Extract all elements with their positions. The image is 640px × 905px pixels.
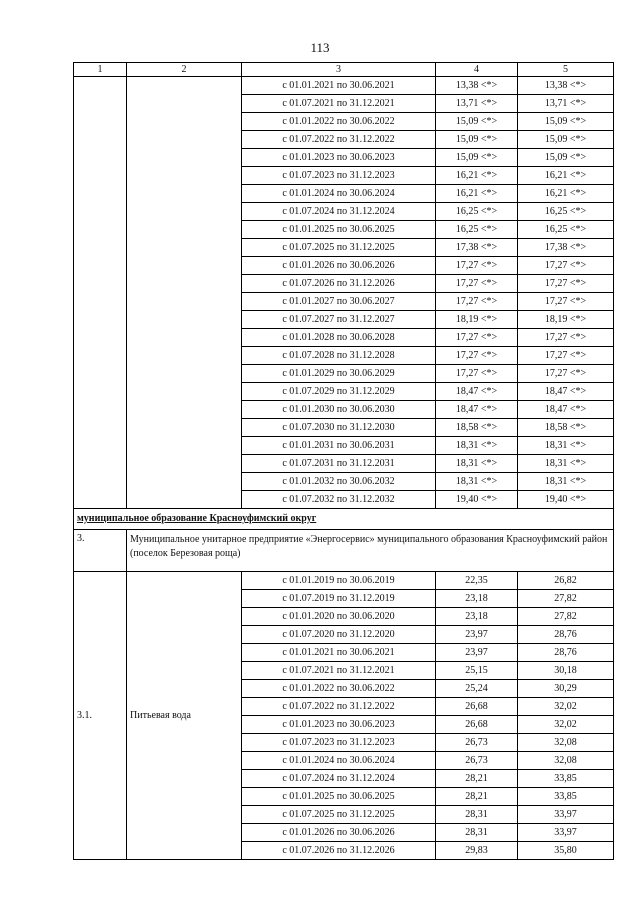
period-cell: с 01.07.2023 по 31.12.2023 (242, 734, 436, 752)
tariff-cell-col4: 28,31 (436, 806, 518, 824)
tariff-cell-col4: 17,27 <*> (436, 257, 518, 275)
tariff-cell-col5: 17,38 <*> (518, 239, 614, 257)
period-cell: с 01.01.2025 по 30.06.2025 (242, 788, 436, 806)
tariff-cell-col5: 18,19 <*> (518, 311, 614, 329)
period-cell: с 01.01.2019 по 30.06.2019 (242, 572, 436, 590)
period-cell: с 01.01.2032 по 30.06.2032 (242, 473, 436, 491)
tariff-cell-col5: 17,27 <*> (518, 275, 614, 293)
period-cell: с 01.01.2022 по 30.06.2022 (242, 113, 436, 131)
tariff-cell-col5: 32,08 (518, 734, 614, 752)
tariff-table (73, 62, 614, 860)
tariff-cell-col5: 17,27 <*> (518, 293, 614, 311)
tariff-cell-col4: 29,83 (436, 842, 518, 860)
tariff-cell-col4: 17,27 <*> (436, 293, 518, 311)
tariff-cell-col4: 13,71 <*> (436, 95, 518, 113)
period-cell: с 01.07.2028 по 31.12.2028 (242, 347, 436, 365)
tariff-cell-col4: 18,58 <*> (436, 419, 518, 437)
period-cell: с 01.07.2019 по 31.12.2019 (242, 590, 436, 608)
period-cell: с 01.01.2028 по 30.06.2028 (242, 329, 436, 347)
period-cell: с 01.07.2027 по 31.12.2027 (242, 311, 436, 329)
tariff-cell-col5: 32,02 (518, 716, 614, 734)
tariff-cell-col5: 15,09 <*> (518, 149, 614, 167)
section-title: муниципальное образование Красноуфимский округ (74, 509, 614, 530)
column-header-5: 5 (518, 63, 614, 77)
section-row (74, 509, 614, 530)
column-header-2: 2 (127, 63, 242, 77)
tariff-cell-col5: 17,27 <*> (518, 347, 614, 365)
tariff-cell-col4: 26,68 (436, 698, 518, 716)
organization-name: Муниципальное унитарное предприятие «Энергосервис» муниципального образования Красноуфимский район (поселок Березовая роща) (127, 530, 614, 572)
tariff-cell-col4: 17,27 <*> (436, 347, 518, 365)
period-cell: с 01.07.2030 по 31.12.2030 (242, 419, 436, 437)
period-cell: с 01.01.2027 по 30.06.2027 (242, 293, 436, 311)
period-cell: с 01.01.2026 по 30.06.2026 (242, 257, 436, 275)
tariff-cell-col5: 16,21 <*> (518, 185, 614, 203)
column-header-4: 4 (436, 63, 518, 77)
tariff-cell-col4: 23,97 (436, 626, 518, 644)
tariff-cell-col4: 17,27 <*> (436, 365, 518, 383)
tariff-cell-col5: 18,31 <*> (518, 473, 614, 491)
tariff-cell-col4: 23,18 (436, 608, 518, 626)
tariff-cell-col5: 16,25 <*> (518, 203, 614, 221)
period-cell: с 01.01.2030 по 30.06.2030 (242, 401, 436, 419)
table-header-row (74, 63, 614, 77)
tariff-cell-col5: 18,47 <*> (518, 383, 614, 401)
tariff-cell-col4: 17,38 <*> (436, 239, 518, 257)
organization-number: 3. (74, 530, 127, 572)
tariff-cell-col5: 15,09 <*> (518, 113, 614, 131)
item-name-cell (127, 77, 242, 509)
tariff-cell-col4: 18,31 <*> (436, 437, 518, 455)
column-header-3: 3 (242, 63, 436, 77)
tariff-cell-col5: 28,76 (518, 644, 614, 662)
period-cell: с 01.07.2020 по 31.12.2020 (242, 626, 436, 644)
period-cell: с 01.01.2024 по 30.06.2024 (242, 185, 436, 203)
period-cell: с 01.07.2022 по 31.12.2022 (242, 698, 436, 716)
tariff-cell-col5: 16,25 <*> (518, 221, 614, 239)
tariff-cell-col4: 26,73 (436, 734, 518, 752)
tariff-cell-col4: 16,21 <*> (436, 167, 518, 185)
tariff-cell-col5: 35,80 (518, 842, 614, 860)
page-number: 113 (310, 40, 330, 55)
tariff-cell-col4: 26,73 (436, 752, 518, 770)
period-cell: с 01.01.2021 по 30.06.2021 (242, 77, 436, 95)
tariff-cell-col4: 26,68 (436, 716, 518, 734)
tariff-cell-col4: 17,27 <*> (436, 275, 518, 293)
period-cell: с 01.07.2022 по 31.12.2022 (242, 131, 436, 149)
table-row (74, 77, 614, 95)
tariff-cell-col5: 33,85 (518, 788, 614, 806)
period-cell: с 01.01.2025 по 30.06.2025 (242, 221, 436, 239)
column-header-1: 1 (74, 63, 127, 77)
period-cell: с 01.07.2032 по 31.12.2032 (242, 491, 436, 509)
tariff-cell-col4: 18,31 <*> (436, 473, 518, 491)
period-cell: с 01.07.2026 по 31.12.2026 (242, 842, 436, 860)
tariff-cell-col5: 19,40 <*> (518, 491, 614, 509)
organization-row (74, 530, 614, 572)
tariff-cell-col5: 13,71 <*> (518, 95, 614, 113)
tariff-cell-col5: 30,18 (518, 662, 614, 680)
table-row (74, 572, 614, 590)
tariff-cell-col4: 22,35 (436, 572, 518, 590)
tariff-cell-col5: 18,58 <*> (518, 419, 614, 437)
period-cell: с 01.01.2021 по 30.06.2021 (242, 644, 436, 662)
tariff-cell-col5: 15,09 <*> (518, 131, 614, 149)
tariff-cell-col4: 16,21 <*> (436, 185, 518, 203)
tariff-cell-col4: 28,21 (436, 788, 518, 806)
tariff-cell-col5: 32,02 (518, 698, 614, 716)
tariff-cell-col5: 28,76 (518, 626, 614, 644)
tariff-cell-col5: 18,31 <*> (518, 455, 614, 473)
tariff-cell-col5: 18,47 <*> (518, 401, 614, 419)
period-cell: с 01.07.2024 по 31.12.2024 (242, 203, 436, 221)
tariff-cell-col5: 17,27 <*> (518, 329, 614, 347)
tariff-cell-col4: 13,38 <*> (436, 77, 518, 95)
tariff-cell-col5: 26,82 (518, 572, 614, 590)
period-cell: с 01.01.2024 по 30.06.2024 (242, 752, 436, 770)
period-cell: с 01.01.2026 по 30.06.2026 (242, 824, 436, 842)
tariff-cell-col4: 18,31 <*> (436, 455, 518, 473)
tariff-cell-col5: 32,08 (518, 752, 614, 770)
tariff-cell-col5: 27,82 (518, 608, 614, 626)
tariff-cell-col5: 17,27 <*> (518, 365, 614, 383)
tariff-cell-col4: 23,97 (436, 644, 518, 662)
tariff-cell-col5: 30,29 (518, 680, 614, 698)
tariff-cell-col4: 18,47 <*> (436, 383, 518, 401)
period-cell: с 01.07.2021 по 31.12.2021 (242, 95, 436, 113)
period-cell: с 01.01.2031 по 30.06.2031 (242, 437, 436, 455)
period-cell: с 01.07.2026 по 31.12.2026 (242, 275, 436, 293)
tariff-cell-col5: 27,82 (518, 590, 614, 608)
period-cell: с 01.07.2029 по 31.12.2029 (242, 383, 436, 401)
period-cell: с 01.01.2020 по 30.06.2020 (242, 608, 436, 626)
tariff-cell-col5: 16,21 <*> (518, 167, 614, 185)
tariff-cell-col4: 28,21 (436, 770, 518, 788)
tariff-cell-col4: 17,27 <*> (436, 329, 518, 347)
period-cell: с 01.07.2021 по 31.12.2021 (242, 662, 436, 680)
item-number-cell: 3.1. (74, 572, 127, 860)
period-cell: с 01.07.2024 по 31.12.2024 (242, 770, 436, 788)
tariff-cell-col4: 15,09 <*> (436, 131, 518, 149)
item-number-cell (74, 77, 127, 509)
tariff-cell-col4: 25,24 (436, 680, 518, 698)
tariff-cell-col4: 18,47 <*> (436, 401, 518, 419)
tariff-cell-col4: 15,09 <*> (436, 149, 518, 167)
tariff-cell-col4: 16,25 <*> (436, 203, 518, 221)
period-cell: с 01.07.2023 по 31.12.2023 (242, 167, 436, 185)
tariff-cell-col5: 33,97 (518, 806, 614, 824)
period-cell: с 01.01.2023 по 30.06.2023 (242, 716, 436, 734)
tariff-cell-col5: 18,31 <*> (518, 437, 614, 455)
period-cell: с 01.07.2025 по 31.12.2025 (242, 806, 436, 824)
tariff-cell-col4: 25,15 (436, 662, 518, 680)
tariff-cell-col4: 15,09 <*> (436, 113, 518, 131)
tariff-cell-col4: 28,31 (436, 824, 518, 842)
period-cell: с 01.01.2029 по 30.06.2029 (242, 365, 436, 383)
tariff-cell-col4: 18,19 <*> (436, 311, 518, 329)
tariff-cell-col4: 19,40 <*> (436, 491, 518, 509)
tariff-cell-col5: 17,27 <*> (518, 257, 614, 275)
tariff-cell-col5: 33,97 (518, 824, 614, 842)
tariff-cell-col4: 23,18 (436, 590, 518, 608)
item-name-cell: Питьевая вода (127, 572, 242, 860)
period-cell: с 01.01.2023 по 30.06.2023 (242, 149, 436, 167)
tariff-cell-col5: 13,38 <*> (518, 77, 614, 95)
period-cell: с 01.01.2022 по 30.06.2022 (242, 680, 436, 698)
period-cell: с 01.07.2025 по 31.12.2025 (242, 239, 436, 257)
tariff-cell-col5: 33,85 (518, 770, 614, 788)
tariff-cell-col4: 16,25 <*> (436, 221, 518, 239)
period-cell: с 01.07.2031 по 31.12.2031 (242, 455, 436, 473)
